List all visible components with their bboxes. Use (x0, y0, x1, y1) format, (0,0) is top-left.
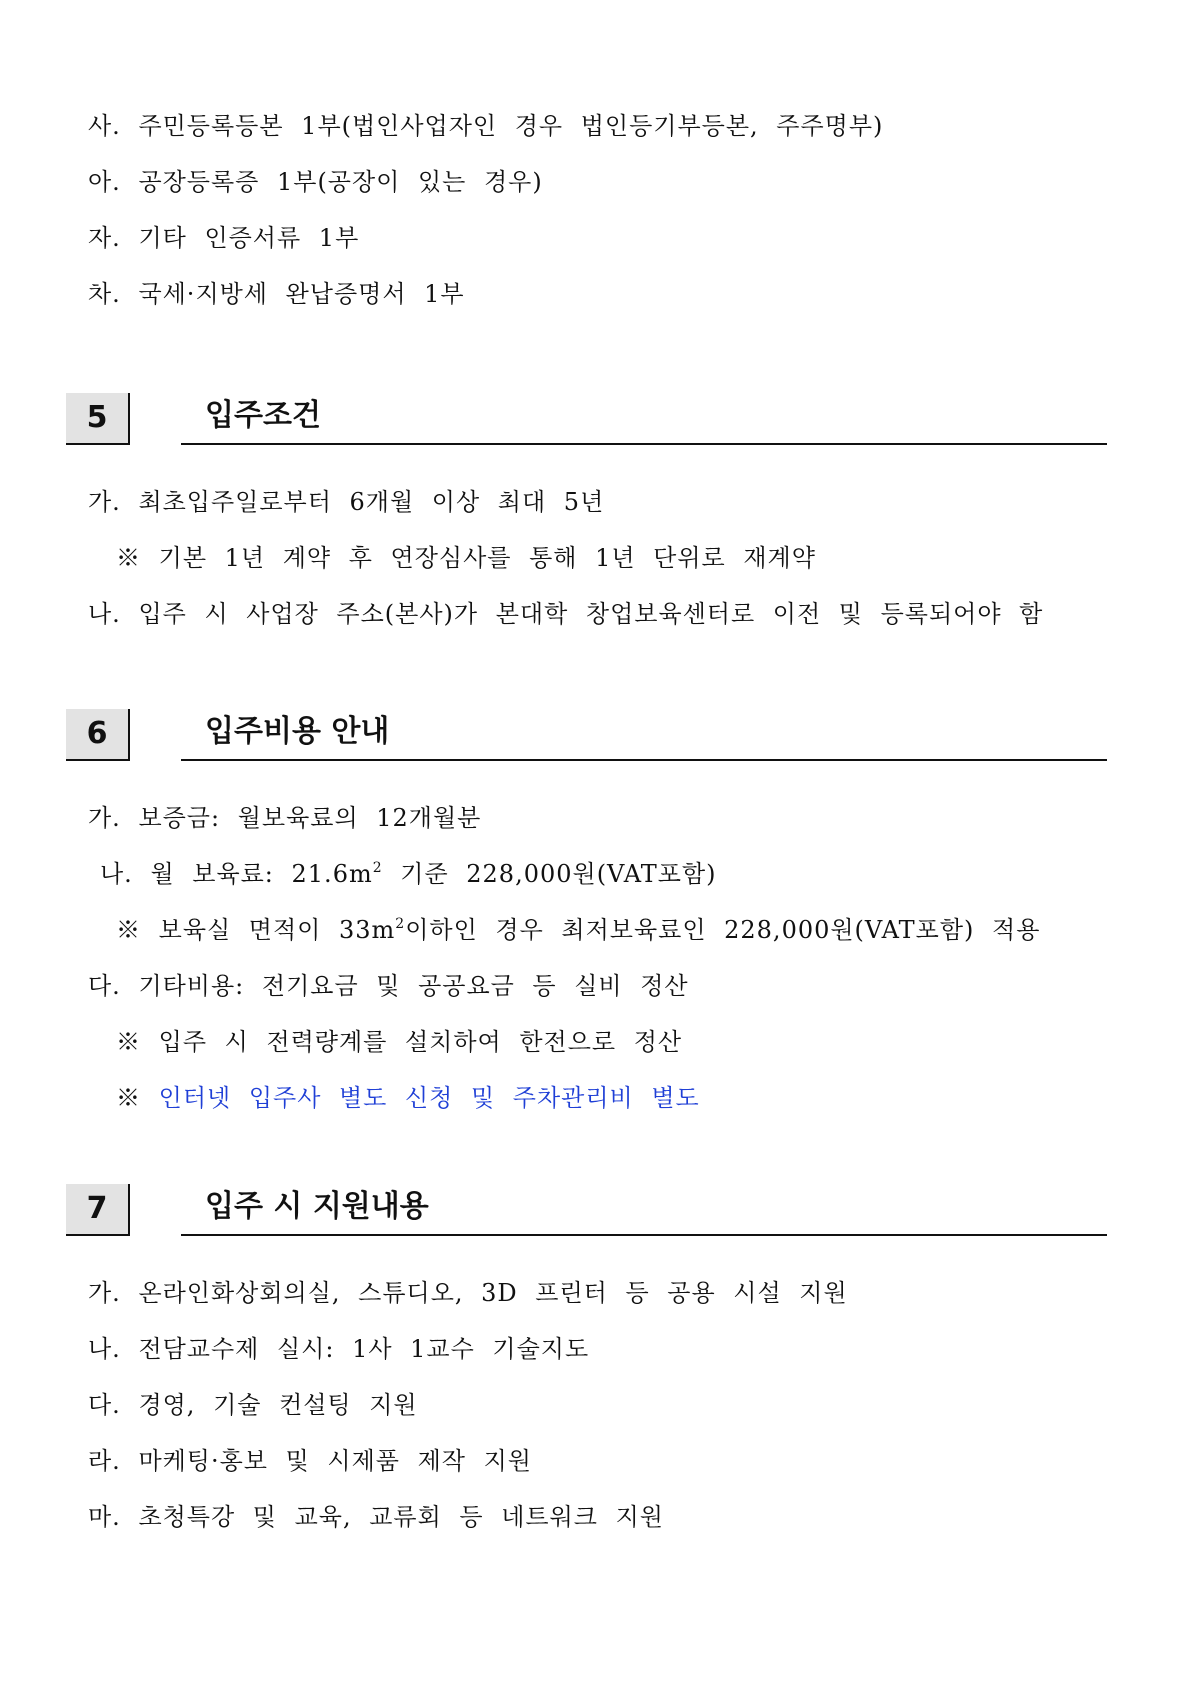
note-item (116, 914, 1040, 946)
list-item: 사. 주민등록등본 1부(법인사업자인 경우 법인등기부등본, 주주명부) (88, 112, 884, 140)
section-title: 입주조건 (181, 393, 1107, 445)
highlighted-note-text: 인터넷 입주사 별도 신청 및 주차관리비 별도 (158, 1084, 700, 1112)
list-item: 가. 온라인화상회의실, 스튜디오, 3D 프린터 등 공용 시설 지원 (88, 1279, 848, 1307)
section-title: 입주비용 안내 (181, 709, 1107, 761)
item-text: ※ 보육실 면적이 33m (116, 916, 396, 944)
note-mark: ※ (116, 1084, 159, 1112)
note-item: ※ 기본 1년 계약 후 연장심사를 통해 1년 단위로 재계약 (116, 544, 816, 572)
section-title: 입주 시 지원내용 (181, 1184, 1107, 1236)
section-number-box: 5 (66, 393, 130, 445)
list-item: 가. 최초입주일로부터 6개월 이상 최대 5년 (88, 488, 605, 516)
note-item (116, 1082, 700, 1114)
list-item: 라. 마케팅·홍보 및 시제품 제작 지원 (88, 1447, 532, 1475)
section-header-6 (66, 709, 1086, 767)
superscript: 2 (395, 916, 406, 932)
superscript: 2 (372, 860, 383, 876)
list-item: 마. 초청특강 및 교육, 교류회 등 네트워크 지원 (88, 1503, 664, 1531)
section-number-box: 7 (66, 1184, 130, 1236)
section-number-box: 6 (66, 709, 130, 761)
section-header-7 (66, 1184, 1086, 1242)
item-text: 이하인 경우 최저보육료인 228,000원(VAT포함) 적용 (405, 916, 1041, 944)
list-item: 자. 기타 인증서류 1부 (88, 224, 360, 252)
list-item: 다. 경영, 기술 컨설팅 지원 (88, 1391, 418, 1419)
list-item: 나. 입주 시 사업장 주소(본사)가 본대학 창업보육센터로 이전 및 등록되어야 함 (88, 600, 1044, 628)
list-item (100, 858, 717, 890)
list-item: 가. 보증금: 월보육료의 12개월분 (88, 804, 482, 832)
list-item: 아. 공장등록증 1부(공장이 있는 경우) (88, 168, 543, 196)
item-text: 나. 월 보육료: 21.6m (100, 860, 373, 888)
list-item: 차. 국세·지방세 완납증명서 1부 (88, 280, 465, 308)
section-header-5 (66, 393, 1086, 451)
list-item: 다. 기타비용: 전기요금 및 공공요금 등 실비 정산 (88, 972, 689, 1000)
list-item: 나. 전담교수제 실시: 1사 1교수 기술지도 (88, 1335, 590, 1363)
note-item: ※ 입주 시 전력량계를 설치하여 한전으로 정산 (116, 1028, 683, 1056)
item-text: 기준 228,000원(VAT포함) (382, 860, 717, 888)
